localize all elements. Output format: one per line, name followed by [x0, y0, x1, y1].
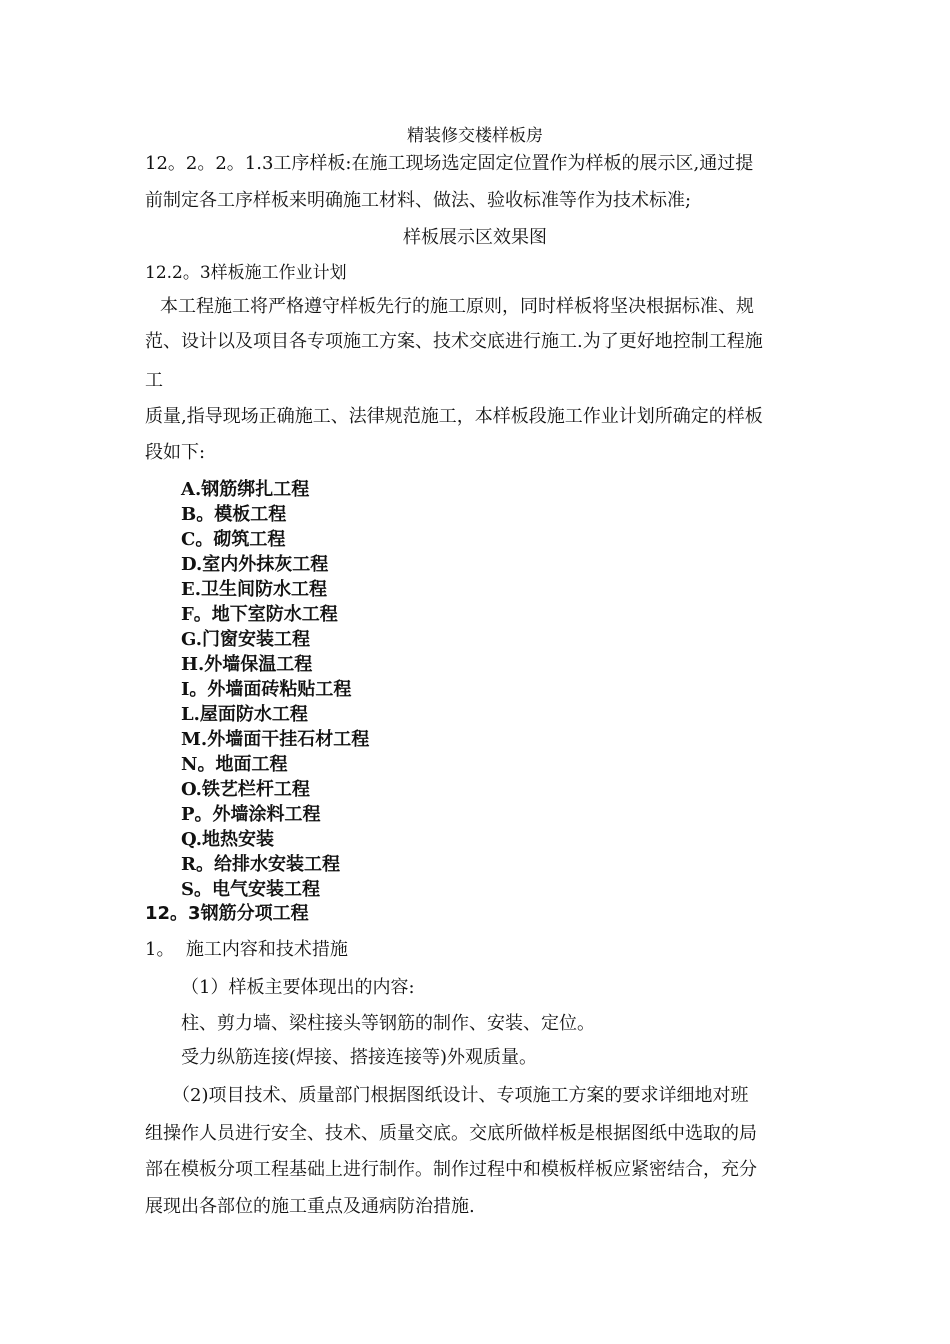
list-item: N。地面工程 [181, 754, 288, 775]
paragraph-line: 部在模板分项工程基础上进行制作。制作过程中和模板样板应紧密结合，充分 [145, 1159, 757, 1180]
list-item: C。砌筑工程 [181, 529, 286, 550]
paragraph-line: 范、设计以及项目各专项施工方案、技术交底进行施工.为了更好地控制工程施 [145, 331, 763, 352]
section-heading: 12。3钢筋分项工程 [145, 903, 309, 924]
sub-item-heading: （1）样板主要体现出的内容: [181, 977, 415, 998]
list-item: Q.地热安装 [181, 829, 275, 850]
list-item: I。外墙面砖粘贴工程 [181, 679, 352, 700]
figure-caption: 样板展示区效果图 [403, 227, 547, 248]
list-item: L.屋面防水工程 [181, 704, 308, 725]
list-item: S。电气安装工程 [181, 879, 320, 900]
list-item: A.钢筋绑扎工程 [181, 479, 310, 500]
paragraph-line: 展现出各部位的施工重点及通病防治措施. [145, 1196, 475, 1217]
list-item: E.卫生间防水工程 [181, 579, 327, 600]
paragraph-line: 段如下: [145, 442, 206, 463]
paragraph-line: 前制定各工序样板来明确施工材料、做法、验收标准等作为技术标准; [145, 190, 692, 211]
paragraph-line: 质量,指导现场正确施工、法律规范施工，本样板段施工作业计划所确定的样板 [145, 406, 763, 427]
numbered-heading: 1。 施工内容和技术措施 [145, 939, 348, 960]
paragraph-line: 本工程施工将严格遵守样板先行的施工原则，同时样板将坚决根据标准、规 [160, 296, 754, 317]
paragraph-line: （2)项目技术、质量部门根据图纸设计、专项施工方案的要求详细地对班 [172, 1085, 749, 1106]
list-item: B。模板工程 [181, 504, 287, 525]
sub-heading: 12.2。3样板施工作业计划 [145, 263, 347, 283]
paragraph-line: 12。2。2。1.3工序样板:在施工现场选定固定位置作为样板的展示区,通过提 [145, 153, 754, 174]
list-item: F。地下室防水工程 [181, 604, 338, 625]
list-item: O.铁艺栏杆工程 [181, 779, 310, 800]
list-item: R。给排水安装工程 [181, 854, 340, 875]
document-header: 精装修交楼样板房 [407, 126, 543, 146]
list-item: G.门窗安装工程 [181, 629, 310, 650]
list-item: M.外墙面干挂石材工程 [181, 729, 370, 750]
list-item: D.室内外抹灰工程 [181, 554, 329, 575]
sub-item-text: 受力纵筋连接(焊接、搭接连接等)外观质量。 [181, 1047, 538, 1068]
paragraph-line: 组操作人员进行安全、技术、质量交底。交底所做样板是根据图纸中选取的局 [145, 1123, 757, 1144]
list-item: P。外墙涂料工程 [181, 804, 321, 825]
paragraph-line: 工 [145, 370, 163, 391]
sub-item-text: 柱、剪力墙、梁柱接头等钢筋的制作、安装、定位。 [181, 1013, 595, 1034]
list-item: H.外墙保温工程 [181, 654, 313, 675]
